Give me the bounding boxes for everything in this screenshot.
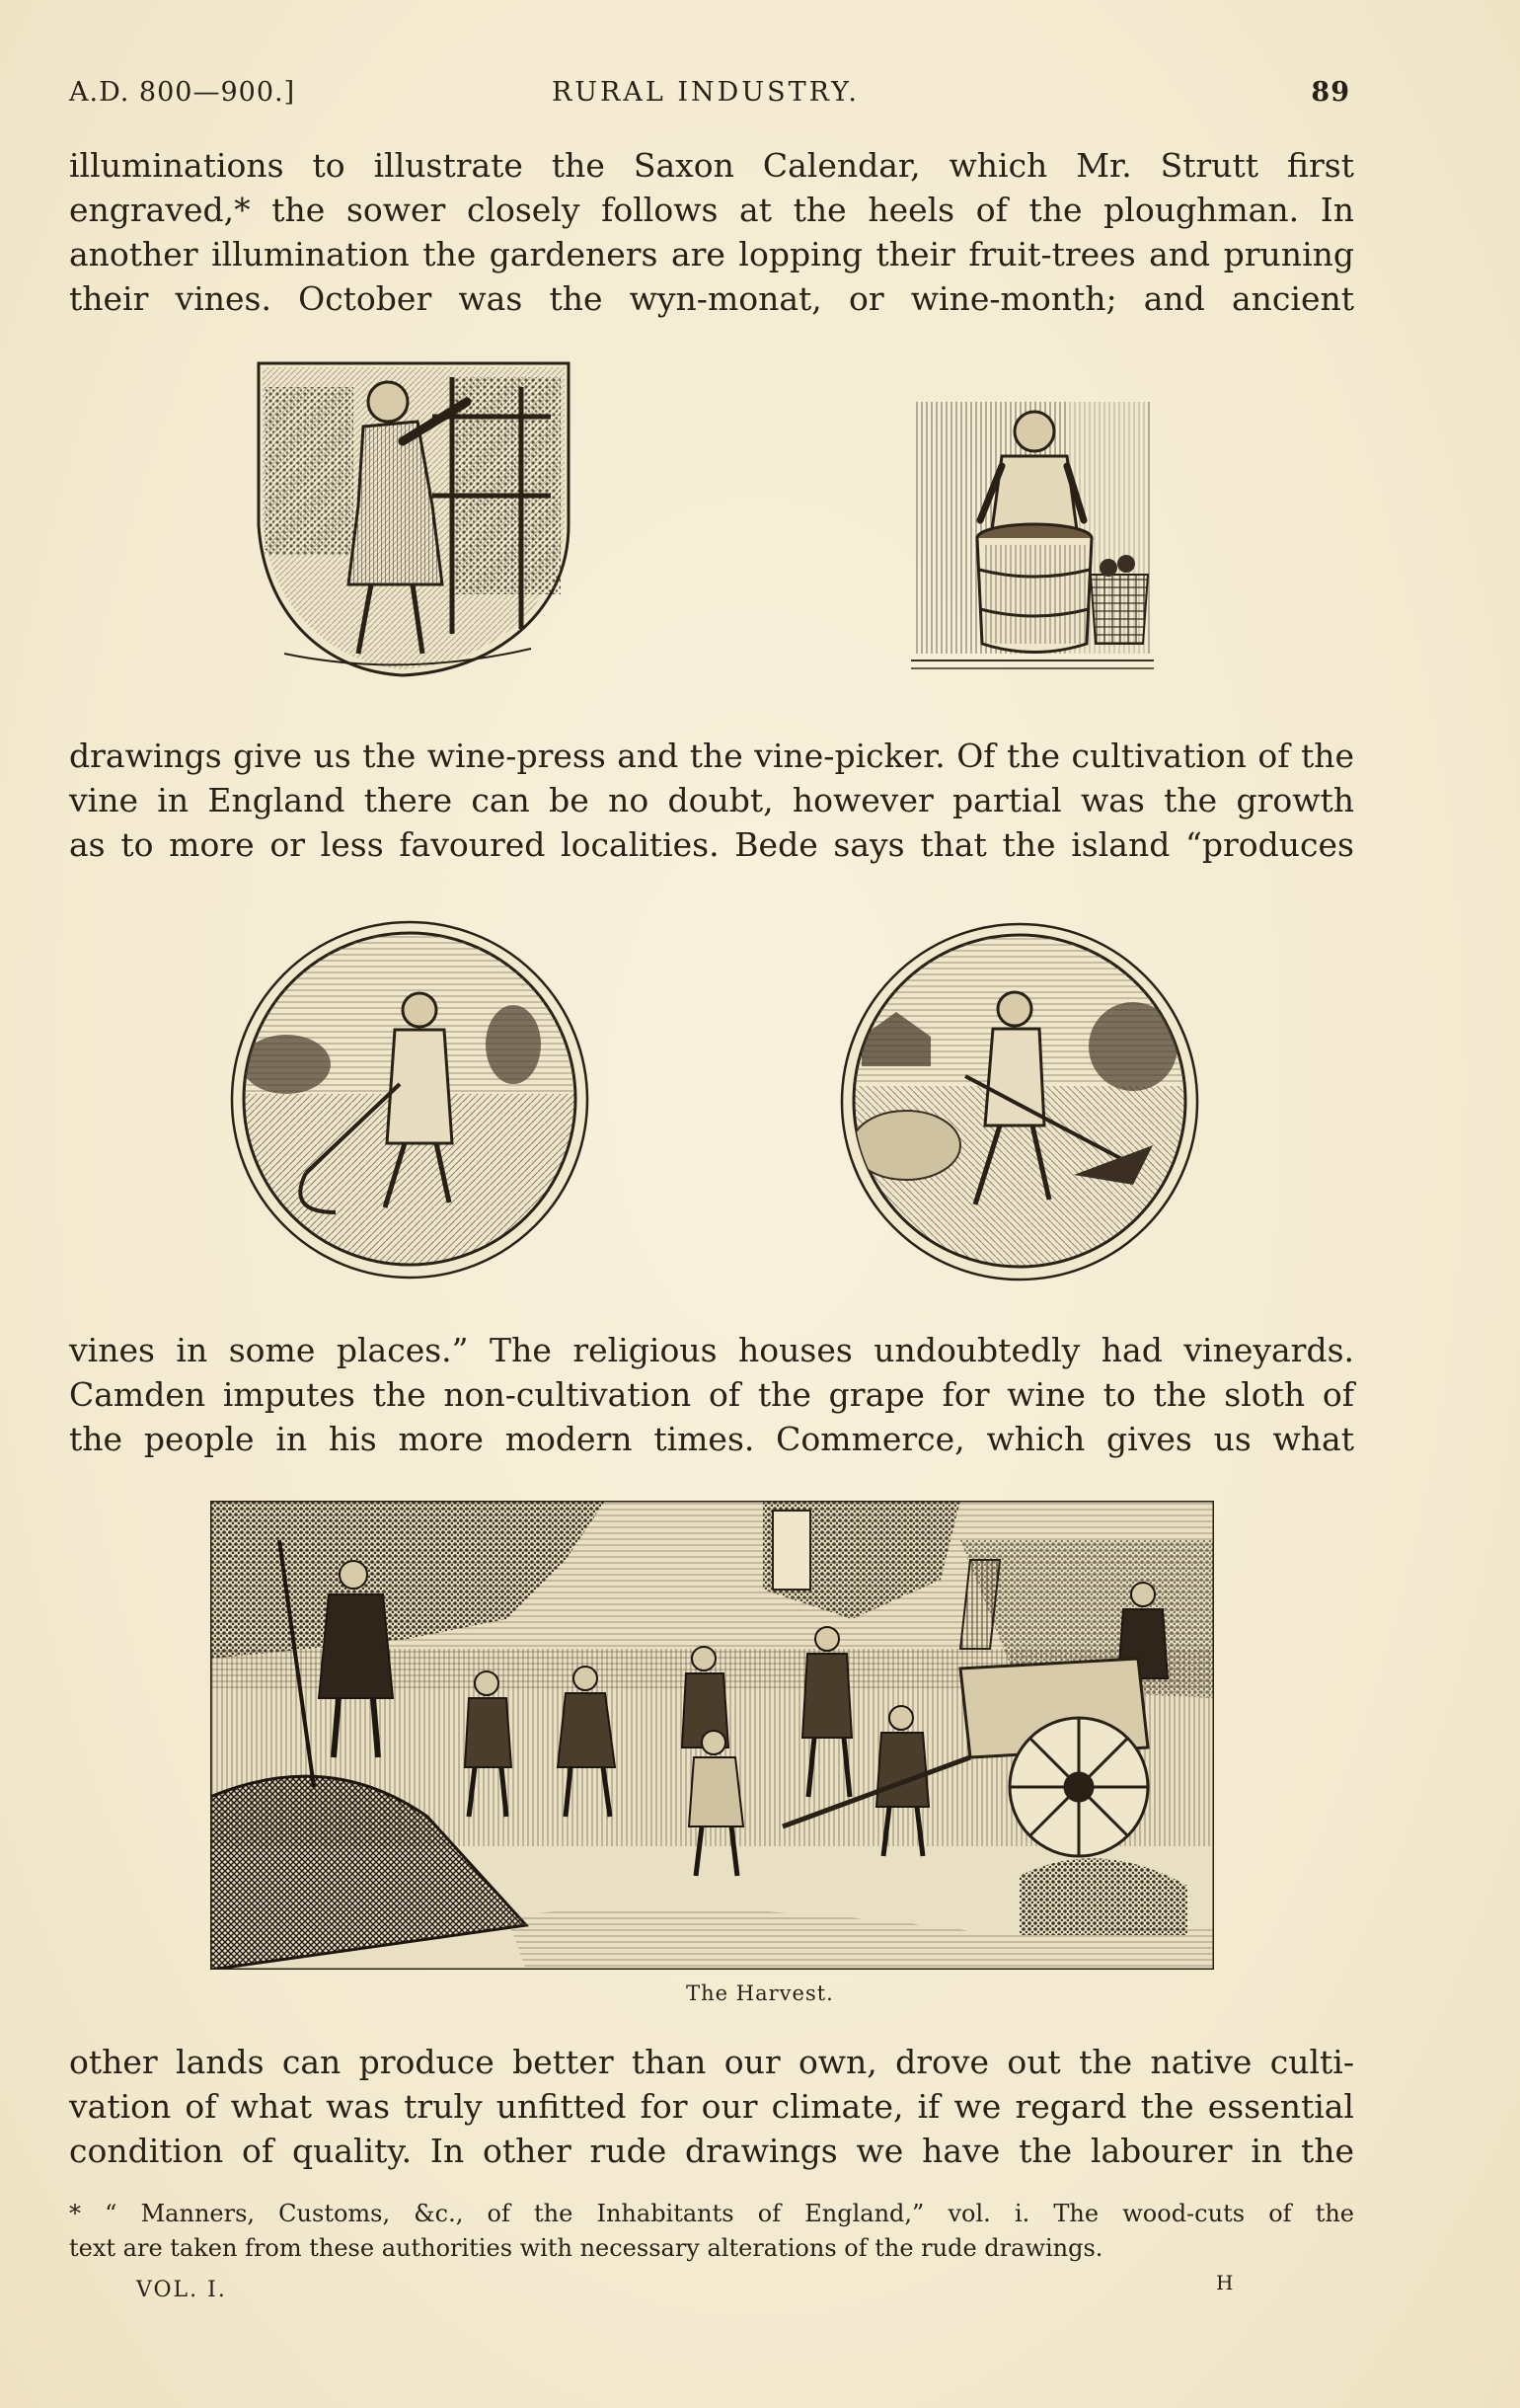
footnote-line: * “ Manners, Customs, &c., of the Inhabitants of England,” vol. i. The wood-cuts of the [69, 2200, 1354, 2227]
text-line: Camden imputes the non-cultivation of the grape for wine to the sloth of [69, 1375, 1354, 1414]
footnote [69, 2197, 1354, 2266]
text-line: illuminations to illustrate the Saxon Calendar, which Mr. Strutt first [69, 146, 1354, 185]
paragraph-2 [69, 734, 1354, 867]
text-line: engraved,* the sower closely follows at the heels of the ploughman. In [69, 191, 1354, 229]
paragraph-3 [69, 1328, 1354, 1461]
text-line: their vines. October was the wyn-monat, or wine-month; and ancient [69, 279, 1354, 318]
running-header [69, 77, 1350, 117]
woodcut-thresher-roundel [837, 918, 1202, 1285]
text-line: as to more or less favoured localities. Bede says that the island “produces [69, 825, 1354, 864]
text-line: vines in some places.” The religious houses undoubtedly had vineyards. [69, 1331, 1354, 1369]
text-line: drawings give us the wine-press and the vine-picker. Of the cultivation of the [69, 737, 1354, 775]
woodcut-wine-press [911, 402, 1154, 670]
text-line: condition of quality. In other rude drawings we have the labourer in the [69, 2132, 1354, 2170]
volume-signature: VOL. I. [136, 2278, 227, 2302]
text-line: vation of what was truly unfitted for our climate, if we regard the essential [69, 2087, 1354, 2126]
page-number: 89 [1311, 77, 1350, 108]
paragraph-4 [69, 2040, 1354, 2173]
text-line: another illumination the gardeners are lopping their fruit-trees and pruning [69, 235, 1354, 273]
woodcut-vine-pruner [255, 357, 574, 683]
header-chapter-title: RURAL INDUSTRY. [551, 77, 861, 108]
header-date-range: A.D. 800—900.] [69, 77, 296, 108]
paragraph-1 [69, 143, 1354, 321]
footnote-line: text are taken from these authorities with necessary alterations of the rude drawings. [69, 2234, 1103, 2262]
woodcut-reaper-roundel [227, 916, 592, 1283]
text-line: other lands can produce better than our own, drove out the native culti- [69, 2043, 1354, 2081]
figure-caption: The Harvest. [686, 1981, 834, 2005]
text-line: vine in England there can be no doubt, however partial was the growth [69, 781, 1354, 819]
text-line: the people in his more modern times. Commerce, which gives us what [69, 1420, 1354, 1458]
gathering-signature: H [1216, 2271, 1234, 2294]
woodcut-harvest-scene [210, 1501, 1214, 1970]
